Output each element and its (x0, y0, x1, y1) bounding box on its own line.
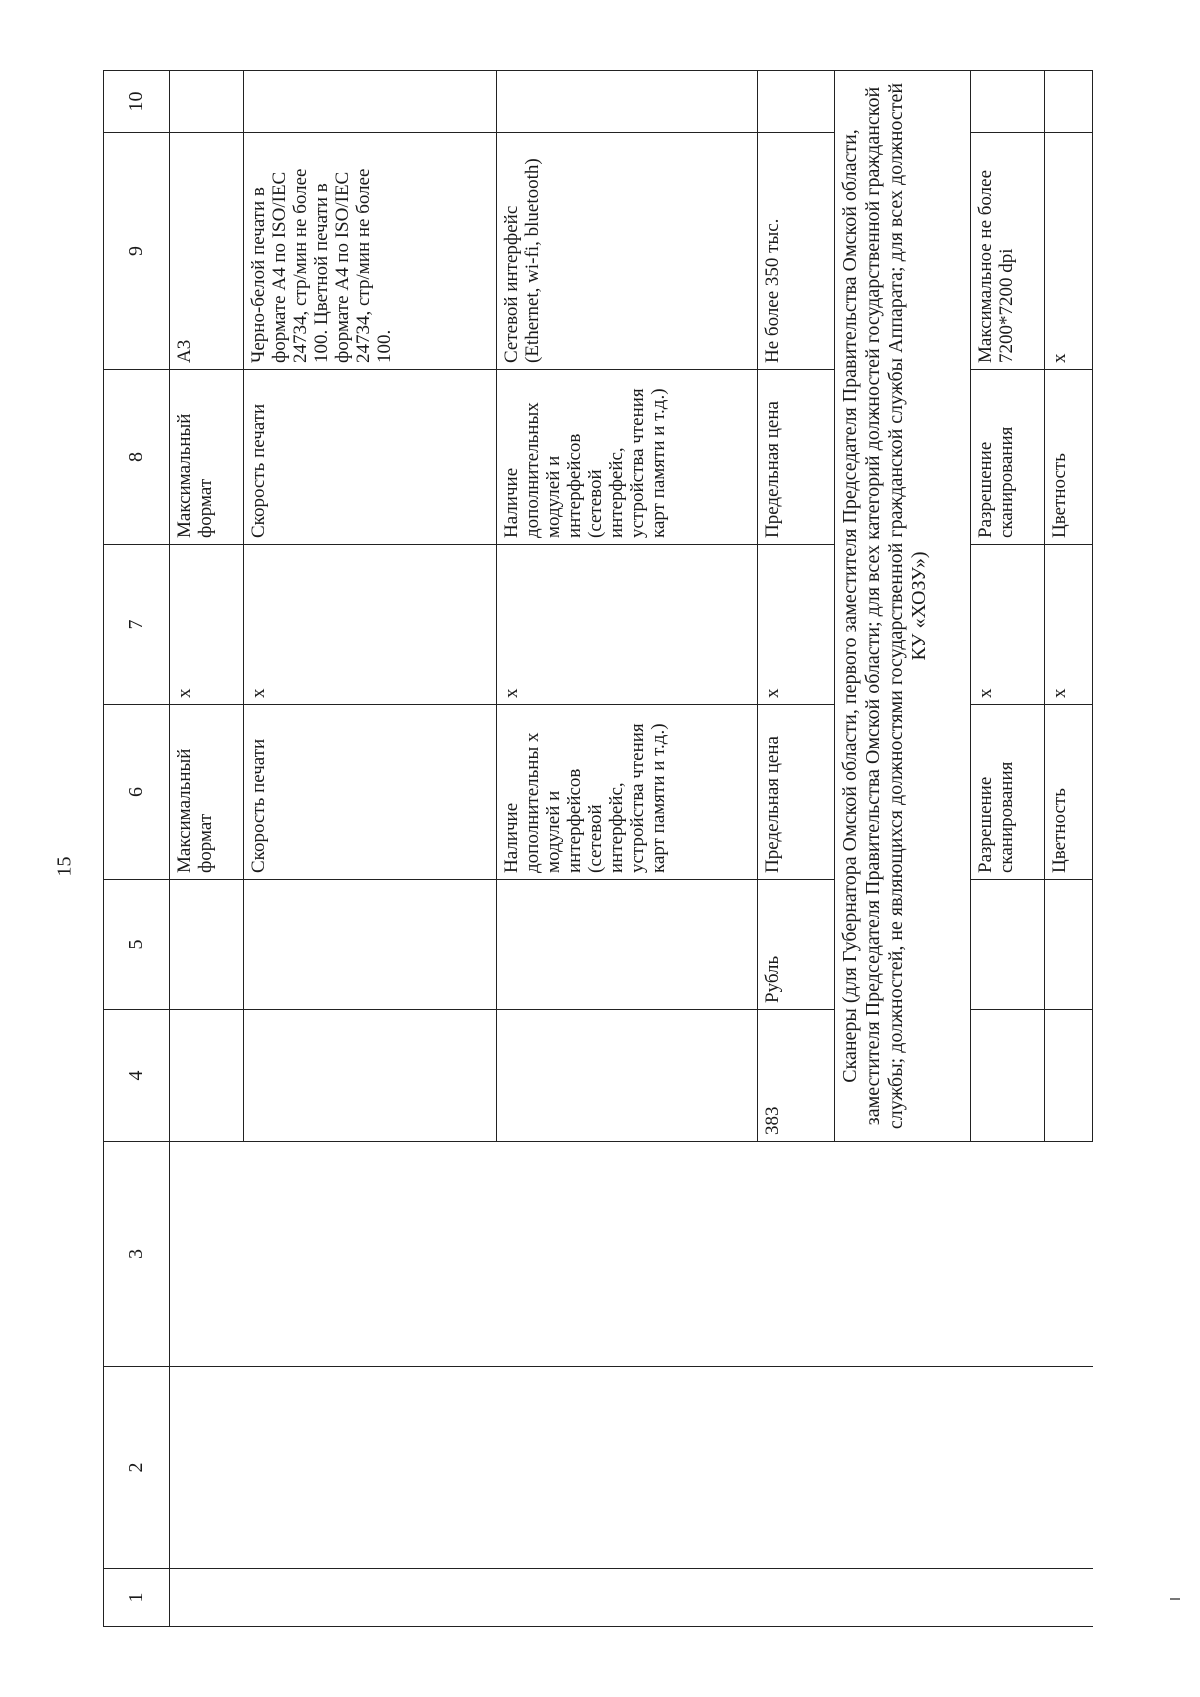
header-cell: 7 (104, 545, 170, 705)
cell-characteristic: Предельная цена (757, 705, 834, 880)
cell-characteristic: Разрешение сканирования (970, 705, 1044, 880)
table-row (169, 71, 243, 1627)
cell-value: x (757, 545, 834, 705)
cell-value: Сетевой интерфейс (Ethernet, wi-fi, bluetooth) (497, 133, 758, 370)
cell-value: А3 (169, 133, 243, 370)
cell-note (1045, 71, 1093, 133)
cell-value: x (497, 545, 758, 705)
cell-value: x (1045, 133, 1093, 370)
characteristics-table (103, 70, 1093, 1627)
cell-code (1045, 1010, 1093, 1142)
blank-cell (169, 1367, 1092, 1569)
cell-note (970, 71, 1044, 133)
cell-value: Не более 350 тыс. (757, 133, 834, 370)
scanner-section-title: Сканеры (для Губернатора Омской области, первого заместителя Председателя Правительства Омской области, заместителя Председателя Правительства Омской области; для всех категорий должностей государственной гражданской службы; должностей, не являющихся должностями государственной гражданской службы Аппарата; для всех должностей КУ «ХОЗУ») (834, 71, 970, 1142)
cell-value: x (970, 545, 1044, 705)
cell-unit: Рубль (757, 880, 834, 1010)
cell-characteristic: Наличие дополнительны х модулей и интерфейсов (сетевой интерфейс, устройства чтения карт памяти и т.д.) (497, 705, 758, 880)
cell-value: x (1045, 545, 1093, 705)
cell-value: x (244, 545, 497, 705)
header-cell: 8 (104, 370, 170, 545)
cell-code (244, 1010, 497, 1142)
blank-cell (169, 1142, 1092, 1367)
blank-cell (169, 1569, 1092, 1627)
rotated-table-container (103, 71, 1093, 1627)
header-cell: 3 (104, 1142, 170, 1367)
header-cell: 5 (104, 880, 170, 1010)
cell-unit (970, 880, 1044, 1010)
cell-characteristic: Максимальный формат (169, 370, 243, 545)
cell-note (497, 71, 758, 133)
cell-unit (244, 880, 497, 1010)
cell-unit (1045, 880, 1093, 1010)
cell-code (497, 1010, 758, 1142)
header-cell: 1 (104, 1569, 170, 1627)
cell-value: Черно-белой печати в формате А4 по ISO/IEC 24734, стр/мин не более 100. Цветной печати в формате А4 по ISO/IEC 24734, стр/мин не более 100. (244, 133, 497, 370)
cell-characteristic: Цветность (1045, 705, 1093, 880)
cell-characteristic: Скорость печати (244, 705, 497, 880)
scan-mark (1170, 1598, 1180, 1600)
cell-code: 383 (757, 1010, 834, 1142)
cell-characteristic: Наличие дополнительных модулей и интерфейсов (сетевой интерфейс, устройства чтения карт памяти и т.д.) (497, 370, 758, 545)
cell-characteristic: Разрешение сканирования (970, 370, 1044, 545)
header-cell: 10 (104, 71, 170, 133)
cell-unit (497, 880, 758, 1010)
cell-characteristic: Максимальный формат (169, 705, 243, 880)
cell-note (757, 71, 834, 133)
cell-note (244, 71, 497, 133)
header-row (104, 71, 170, 1627)
header-cell: 4 (104, 1010, 170, 1142)
cell-value: Максимальное не более 7200*7200 dpi (970, 133, 1044, 370)
cell-characteristic: Цветность (1045, 370, 1093, 545)
header-cell: 2 (104, 1367, 170, 1569)
cell-code (970, 1010, 1044, 1142)
header-cell: 9 (104, 133, 170, 370)
cell-unit (169, 880, 243, 1010)
header-cell: 6 (104, 705, 170, 880)
cell-note (169, 71, 243, 133)
cell-characteristic: Предельная цена (757, 370, 834, 545)
cell-code (169, 1010, 243, 1142)
cell-value: x (169, 545, 243, 705)
page-number: 15 (53, 856, 76, 877)
cell-characteristic: Скорость печати (244, 370, 497, 545)
